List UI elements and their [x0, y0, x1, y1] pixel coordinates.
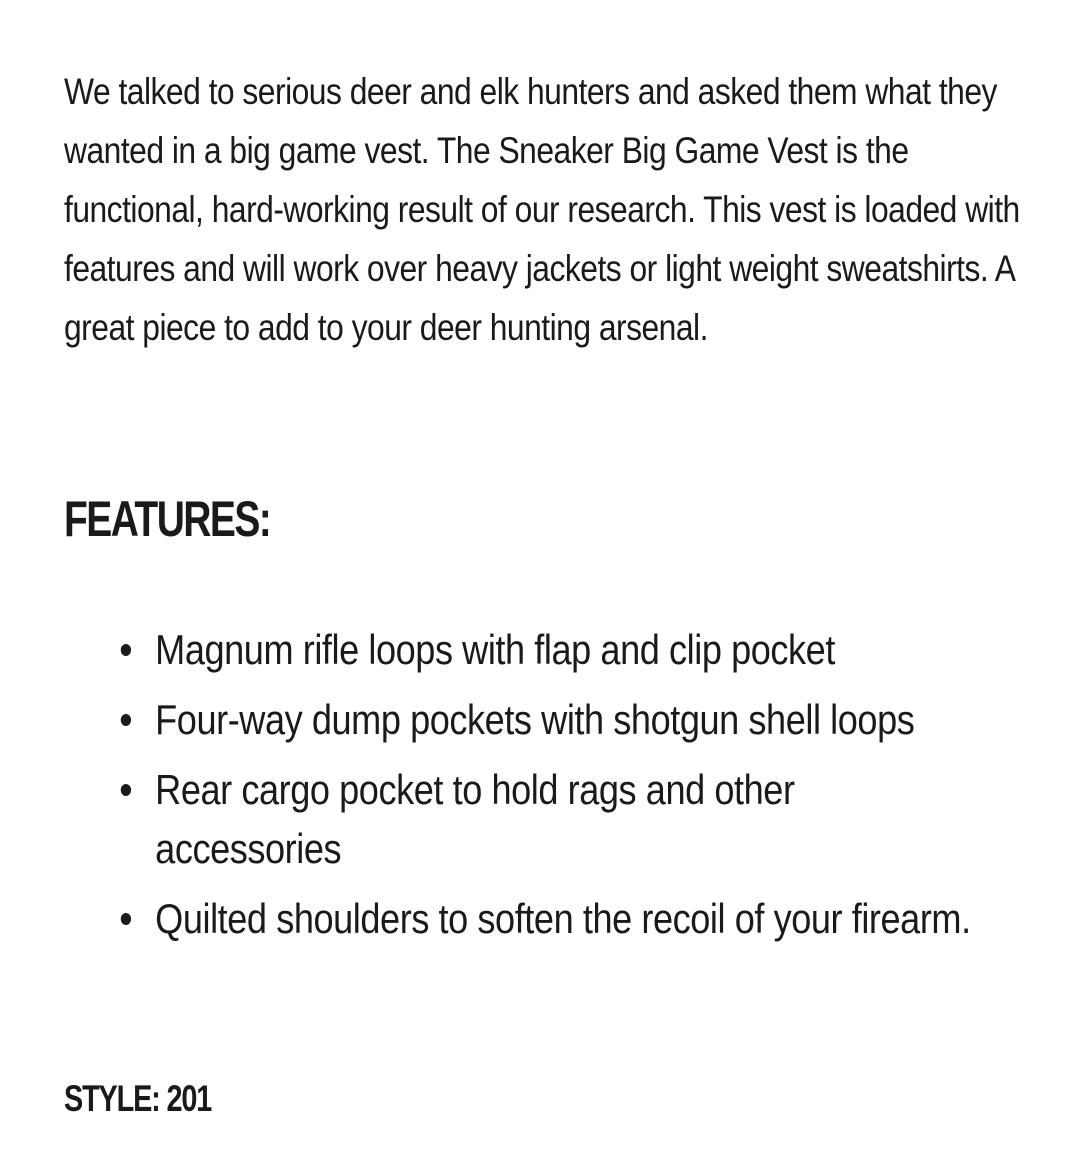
bullet-icon [121, 714, 131, 726]
list-item [64, 889, 981, 948]
bullet-icon [121, 644, 131, 656]
feature-text: Four-way dump pockets with shotgun shell loops [155, 696, 915, 743]
product-description-section [64, 62, 1044, 1119]
list-item [64, 620, 981, 679]
features-heading: FEATURES: [64, 491, 271, 547]
list-item [64, 760, 981, 878]
product-description: We talked to serious deer and elk hunters and asked them what they wanted in a big game vest. The Sneaker Big Game Vest is the functional, hard-working result of our research. This vest is loaded with features and will work over heavy jackets or light weight sweatshirts. A great piece to add to your deer hunting arsenal. [64, 71, 1020, 348]
feature-text: Rear cargo pocket to hold rags and other accessories [155, 766, 795, 872]
style-number: STYLE: 201 [64, 1078, 212, 1119]
list-item [64, 690, 981, 749]
feature-text: Magnum rifle loops with flap and clip pocket [155, 626, 835, 673]
bullet-icon [121, 784, 131, 796]
features-list [64, 620, 1010, 959]
feature-text: Quilted shoulders to soften the recoil of your firearm. [155, 895, 971, 942]
bullet-icon [121, 913, 131, 925]
